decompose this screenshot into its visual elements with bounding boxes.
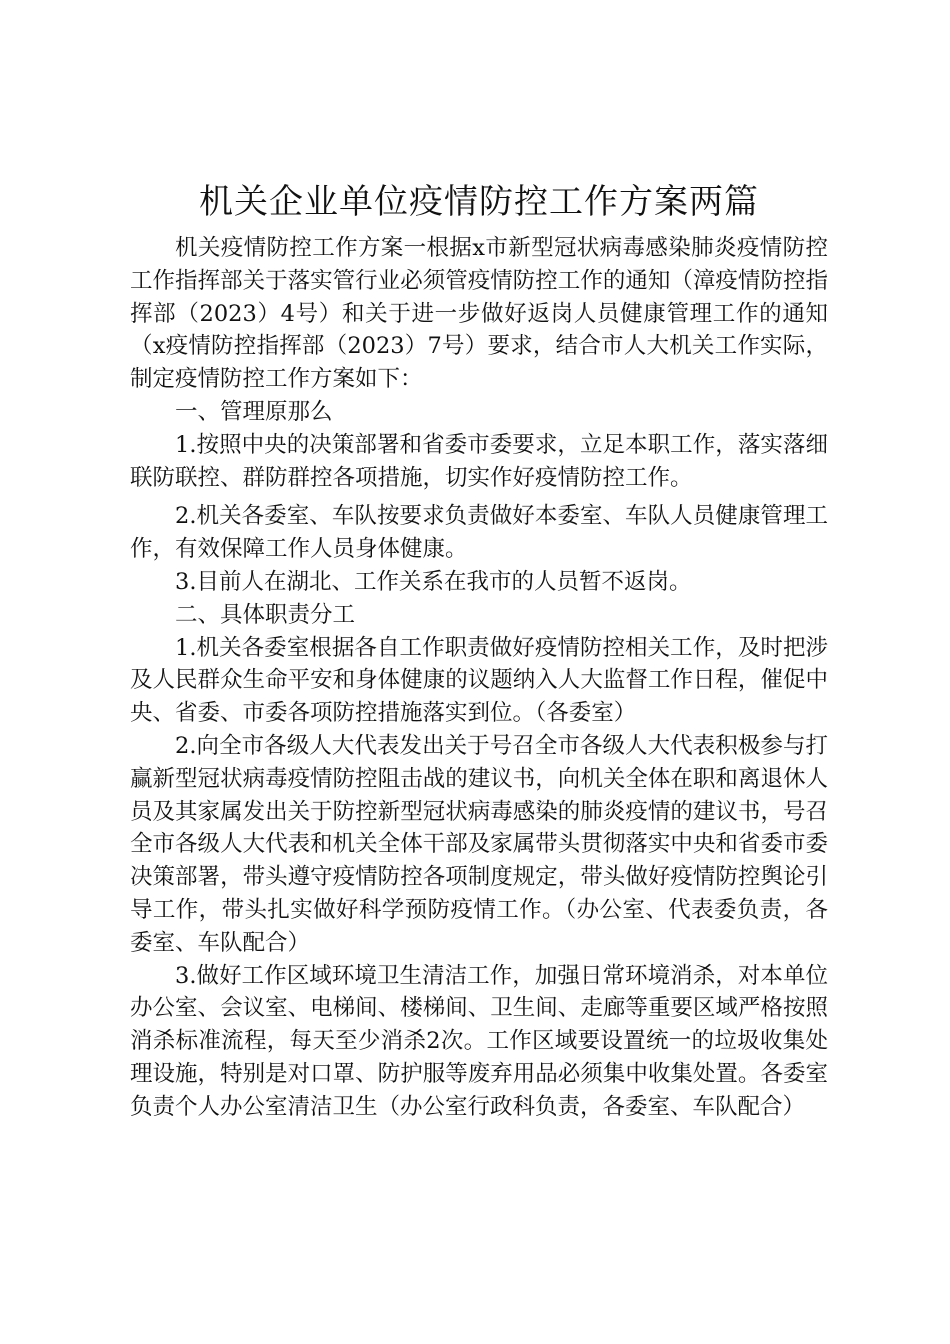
section1-item-2: 2.机关各委室、车队按要求负责做好本委室、车队人员健康管理工作，有效保障工作人员身体健康。: [130, 503, 828, 563]
section-heading-1: 一、管理原那么: [175, 398, 333, 425]
section2-item-1: 1.机关各委室根据各自工作职责做好疫情防控相关工作，及时把涉及人民群众生命平安和身体健康的议题纳入人大监督工作日程，催促中央、省委、市委各项防控措施落实到位。（各委室）: [130, 634, 828, 727]
section2-item-3: 3.做好工作区域环境卫生清洁工作，加强日常环境消杀，对本单位办公室、会议室、电梯间、楼梯间、卫生间、走廊等重要区域严格按照消杀标准流程，每天至少消杀2次。工作区域要设置统一的垃圾收集处理设施，特别是对口罩、防护服等废弃用品必须集中收集处置。各委室负责个人办公室清洁卫生（办公室行政科负责，各委室、车队配合）: [130, 962, 828, 1120]
section1-item-1: 1.按照中央的决策部署和省委市委要求，立足本职工作，落实落细联防联控、群防群控各项措施，切实作好疫情防控工作。: [130, 431, 828, 491]
section-heading-2: 二、具体职责分工: [175, 601, 356, 628]
section1-item-3: 3.目前人在湖北、工作关系在我市的人员暂不返岗。: [175, 568, 692, 595]
document-title: 机关企业单位疫情防控工作方案两篇: [199, 182, 759, 222]
section2-item-2: 2.向全市各级人大代表发出关于号召全市各级人大代表积极参与打赢新型冠状病毒疫情防控阻击战的建议书，向机关全体在职和离退休人员及其家属发出关于防控新型冠状病毒感染的肺炎疫情的建议书，号召全市各级人大代表和机关全体干部及家属带头贯彻落实中央和省委市委决策部署，带头遵守疫情防控各项制度规定，带头做好疫情防控舆论引导工作，带头扎实做好科学预防疫情工作。（办公室、代表委负责，各委室、车队配合）: [130, 732, 828, 956]
intro-paragraph: 机关疫情防控工作方案一根据x市新型冠状病毒感染肺炎疫情防控工作指挥部关于落实管行业必须管疫情防控工作的通知（漳疫情防控指挥部（2023）4号）和关于进一步做好返岗人员健康管理工作的通知（x疫情防控指挥部（2023）7号）要求，结合市人大机关工作实际，制定疫情防控工作方案如下：: [130, 235, 828, 393]
document-page: [130, 180, 828, 1124]
